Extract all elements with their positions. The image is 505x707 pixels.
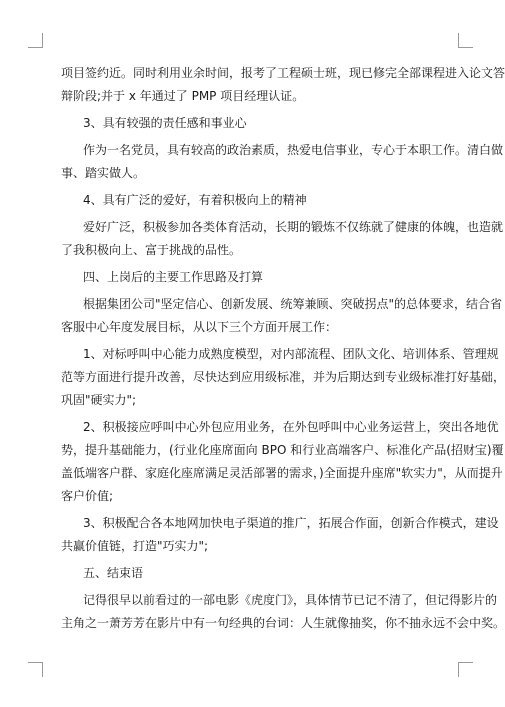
text-line: 范等方面进行提升改善，尽快达到应用级标准，并为后期达到专业级标准打好基础，	[61, 370, 505, 384]
text-line: 4、具有广泛的爱好，有着积极向上的精神	[83, 193, 307, 207]
text-line: 辩阶段;并于 x 年通过了 PMP 项目经理认证。	[61, 89, 305, 103]
text-line: 记得很早以前看过的一部电影《虎度门》，具体情节已记不清了，但记得影片的	[83, 593, 498, 607]
document-body	[61, 62, 505, 635]
text-line: 五、结束语	[83, 566, 144, 580]
text-line: 项目签约近。同时利用业余时间，报考了工程硕士班，现已修完全部课程进入论文答	[61, 66, 505, 80]
crop-mark-bottom-left	[28, 662, 43, 677]
text-line: 客户价值;	[61, 489, 114, 503]
crop-mark-top-left	[28, 33, 43, 48]
text-line: 盖低端客户群、家庭化座席满足灵活部署的需求，)全面提升座席"软实力"，从而提升	[61, 466, 503, 480]
text-line: 共赢价值链，打造"巧实力";	[61, 539, 209, 553]
text-line: 势，提升基础能力，(行业化座席面向 BPO 和行业高端客户、标准化产品(招财宝)覆	[61, 443, 504, 457]
text-line: 根据集团公司"坚定信心、创新发展、统筹兼顾、突破拐点"的总体要求，结合省	[83, 297, 503, 311]
crop-mark-bottom-right	[458, 662, 473, 677]
text-line: 1、对标呼叫中心能力成熟度模型，对内部流程、团队文化、培训体系、管理规	[83, 347, 499, 361]
text-line: 2、积极接应呼叫中心外包应用业务，在外包呼叫中心业务运营上，突出各地优	[83, 420, 499, 434]
text-line: 爱好广泛，积极参加各类体育活动，长期的锻炼不仅练就了健康的体魄，也造就	[83, 220, 504, 234]
text-line: 客服中心年度发展目标，从以下三个方面开展工作：	[61, 320, 338, 334]
text-line: 主角之一萧芳芳在影片中有一句经典的台词：人生就像抽奖，你不抽永远不会中奖。	[61, 616, 505, 630]
text-line: 3、积极配合各本地网加快电子渠道的推广，拓展合作面，创新合作模式，建设	[83, 516, 499, 530]
text-line: 了我积极向上、富于挑战的品性。	[61, 243, 242, 257]
text-line: 作为一名党员，具有较高的政治素质，热爱电信事业，专心于本职工作。清白做	[83, 143, 504, 157]
crop-mark-top-right	[458, 33, 473, 48]
text-line: 3、具有较强的责任感和事业心	[83, 116, 247, 130]
text-line: 巩固"硬实力";	[61, 393, 137, 407]
text-line: 四、上岗后的主要工作思路及打算	[83, 270, 264, 284]
text-line: 事、踏实做人。	[61, 166, 146, 180]
